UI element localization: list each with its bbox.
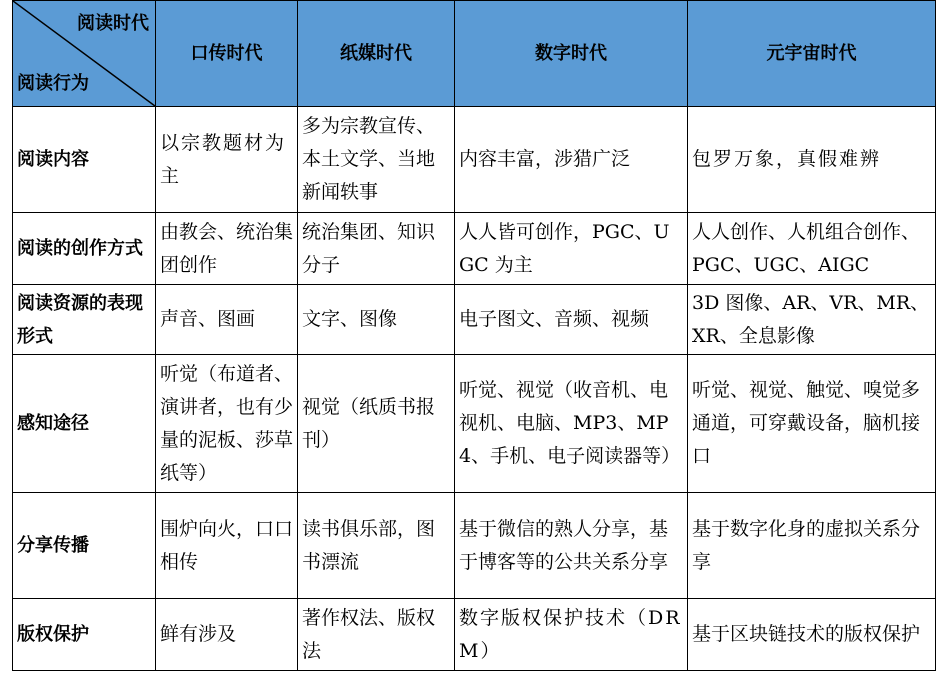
table-cell: 包罗万象，真假难辨 xyxy=(688,107,936,213)
table-cell: 视觉（纸质书报刊） xyxy=(298,355,455,493)
table-row xyxy=(13,107,936,213)
table-cell: 3D 图像、AR、VR、MR、XR、全息影像 xyxy=(688,285,936,355)
table-row xyxy=(13,493,936,599)
table-cell: 围炉向火，口口相传 xyxy=(156,493,298,599)
corner-top-label: 阅读时代 xyxy=(77,13,149,34)
table-row xyxy=(13,285,936,355)
table-row xyxy=(13,599,936,671)
table-cell: 基于微信的熟人分享，基于博客等的公共关系分享 xyxy=(455,493,688,599)
table-cell: 声音、图画 xyxy=(156,285,298,355)
column-header: 元宇宙时代 xyxy=(688,1,936,107)
table-cell: 由教会、统治集团创作 xyxy=(156,213,298,285)
table-cell: 听觉、视觉、触觉、嗅觉多通道，可穿戴设备，脑机接口 xyxy=(688,355,936,493)
row-label: 版权保护 xyxy=(13,599,156,671)
row-label: 阅读内容 xyxy=(13,107,156,213)
column-header: 口传时代 xyxy=(156,1,298,107)
table-row xyxy=(13,355,936,493)
column-header: 数字时代 xyxy=(455,1,688,107)
table-cell: 人人创作、人机组合创作、PGC、UGC、AIGC xyxy=(688,213,936,285)
table-cell: 文字、图像 xyxy=(298,285,455,355)
row-label: 感知途径 xyxy=(13,355,156,493)
table-row xyxy=(13,213,936,285)
reading-era-table xyxy=(12,0,936,671)
table-cell: 听觉（布道者、演讲者，也有少量的泥板、莎草纸等） xyxy=(156,355,298,493)
table-cell: 鲜有涉及 xyxy=(156,599,298,671)
corner-header-cell xyxy=(13,1,156,107)
table-cell: 数字版权保护技术（DRM） xyxy=(455,599,688,671)
table-cell: 以宗教题材为主 xyxy=(156,107,298,213)
table-cell: 多为宗教宣传、本土文学、当地新闻轶事 xyxy=(298,107,455,213)
row-label: 阅读资源的表现形式 xyxy=(13,285,156,355)
corner-bottom-label: 阅读行为 xyxy=(17,73,89,94)
table-cell: 听觉、视觉（收音机、电视机、电脑、MP3、MP4、手机、电子阅读器等） xyxy=(455,355,688,493)
table-cell: 读书俱乐部，图书漂流 xyxy=(298,493,455,599)
table-cell: 著作权法、版权法 xyxy=(298,599,455,671)
table-cell: 内容丰富，涉猎广泛 xyxy=(455,107,688,213)
header-row xyxy=(13,1,936,107)
row-label: 阅读的创作方式 xyxy=(13,213,156,285)
table-cell: 统治集团、知识分子 xyxy=(298,213,455,285)
table-cell: 基于数字化身的虚拟关系分享 xyxy=(688,493,936,599)
column-header: 纸媒时代 xyxy=(298,1,455,107)
table-cell: 电子图文、音频、视频 xyxy=(455,285,688,355)
row-label: 分享传播 xyxy=(13,493,156,599)
table-cell: 基于区块链技术的版权保护 xyxy=(688,599,936,671)
table-cell: 人人皆可创作，PGC、UGC 为主 xyxy=(455,213,688,285)
